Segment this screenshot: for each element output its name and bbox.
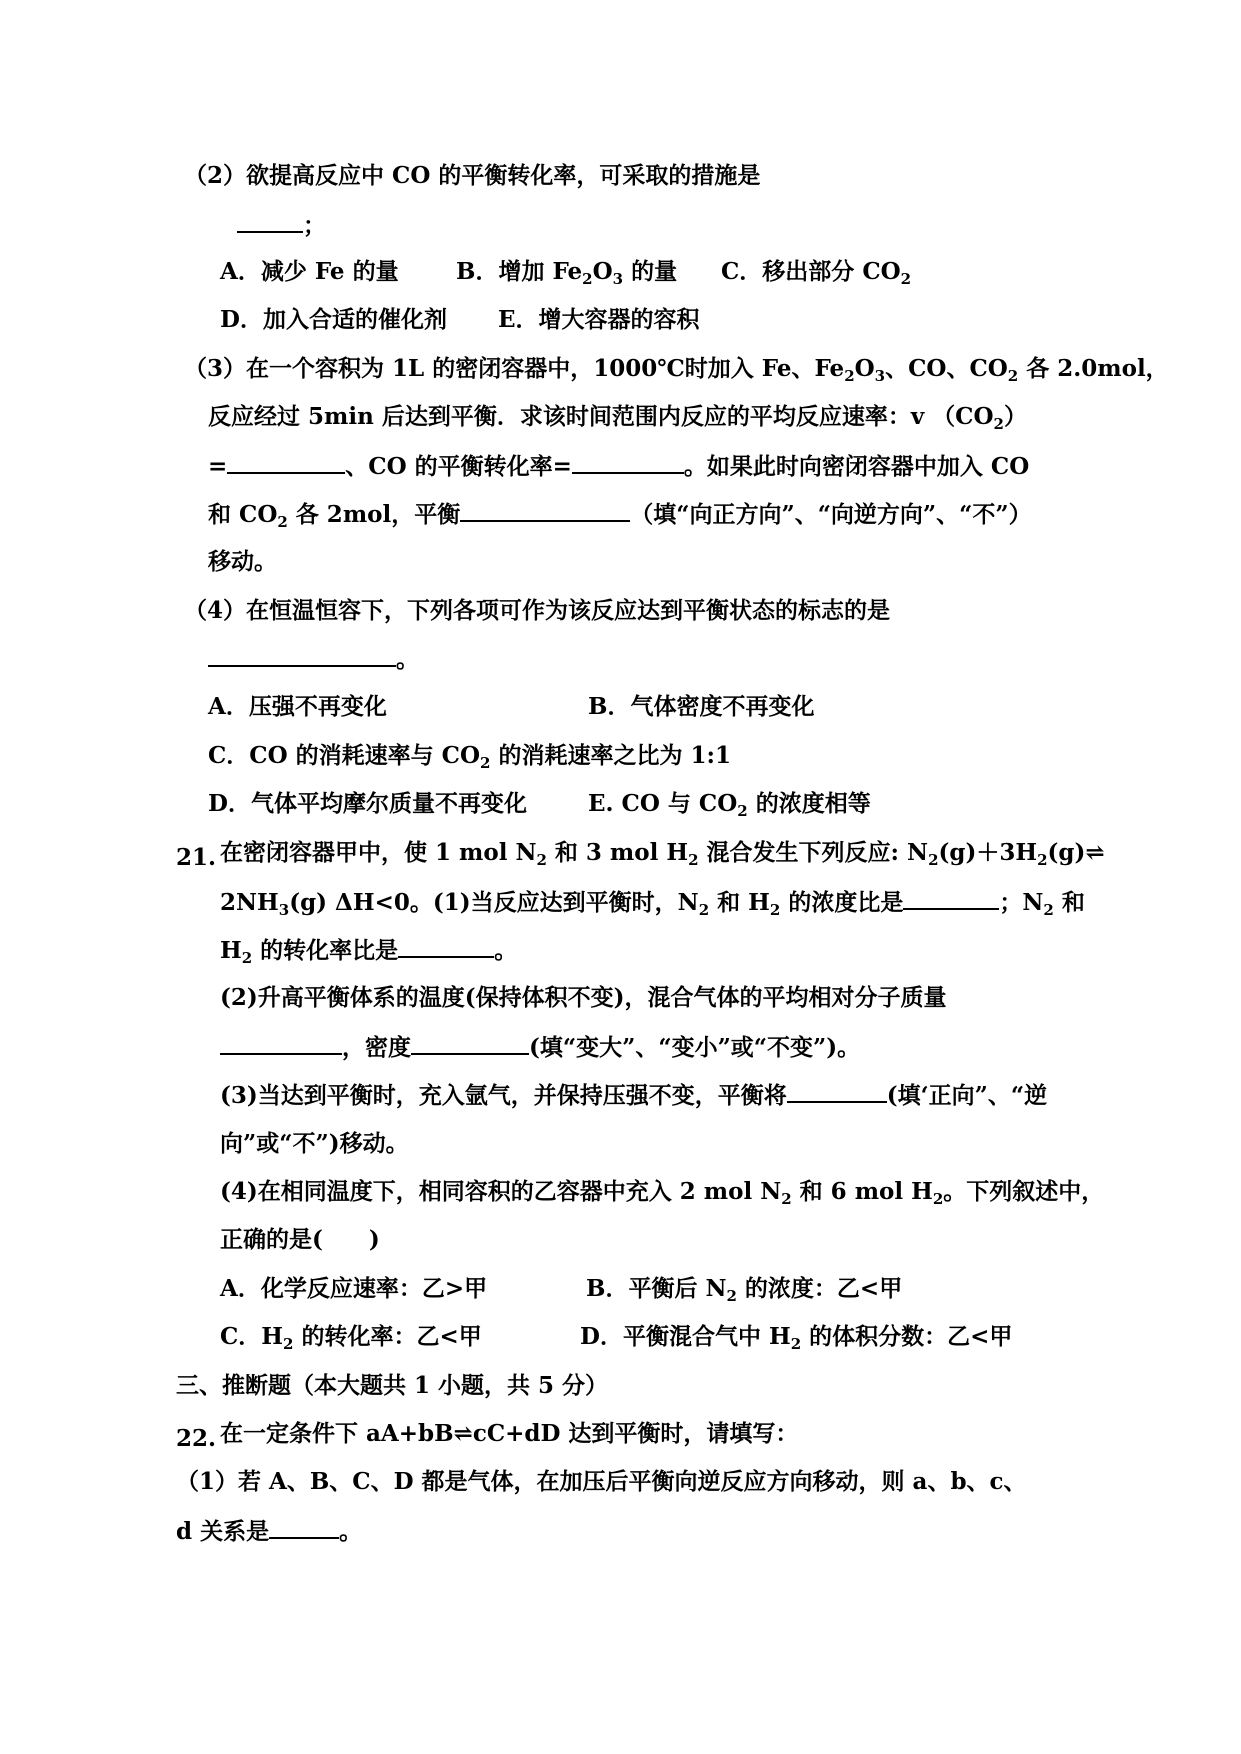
answer-blank[interactable] <box>237 209 303 233</box>
q22-part1-line1: （1）若 A、B、C、D 都是气体，在加压后平衡向逆反应方向移动，则 a、b、c、 <box>176 1468 1027 1495</box>
answer-blank[interactable] <box>269 1515 339 1539</box>
q22-number: 22. <box>176 1425 217 1452</box>
answer-blank[interactable] <box>398 934 494 958</box>
q21-line7: 向”或“不”)移动。 <box>220 1130 409 1157</box>
q20-part2-stem: （2）欲提高反应中 CO 的平衡转化率，可采取的措施是 <box>184 162 761 189</box>
q20-part4-stem: （4）在恒温恒容下，下列各项可作为该反应达到平衡状态的标志的是 <box>184 597 891 624</box>
q20-part4-option-c: C．CO 的消耗速率与 $CO_2$ 的消耗速率之比为 1:1 <box>208 742 731 772</box>
q20-part3-line5: 移动。 <box>208 548 277 575</box>
q21-line9: 正确的是( ) <box>220 1226 380 1253</box>
q21-line4: (2)升高平衡体系的温度(保持体积不变)，混合气体的平均相对分子质量 <box>220 984 947 1011</box>
answer-blank[interactable] <box>220 1031 342 1055</box>
q21-line2: $2NH_3(g)$ ΔH<0。(1)当反应达到平衡时，$N_2$ 和 $H_2$ 的浓度比是 ；$N_2$ 和 <box>220 886 1085 919</box>
q20-part4-option-b: B．气体密度不再变化 <box>588 693 815 720</box>
q20-part3-line2: 反应经过 5min 后达到平衡．求该时间范围内反应的平均反应速率：v $(CO_2)$ <box>208 403 1027 433</box>
q21-line8: (4)在相同温度下，相同容积的乙容器中充入 2 mol $N_2$ 和 6 mol $H_2$。下列叙述中， <box>220 1178 1105 1208</box>
q20-part2-option-e: E．增大容器的容积 <box>498 306 700 333</box>
q21-option-d: D．平衡混合气中 $H_2$ 的体积分数：乙<甲 <box>580 1323 1013 1353</box>
q20-part4-option-a: A．压强不再变化 <box>208 693 387 720</box>
section-3-heading: 三、推断题（本大题共 1 小题，共 5 分） <box>176 1372 609 1399</box>
q21-line3: $H_2$ 的转化率比是 。 <box>220 934 517 967</box>
q20-part2-answer-line: ； <box>237 209 326 242</box>
answer-blank[interactable] <box>227 450 345 474</box>
q20-part2-option-d: D．加入合适的催化剂 <box>220 306 447 333</box>
q20-part4-answer-line: 。 <box>208 643 419 676</box>
q20-part3-line3: = 、CO 的平衡转化率= 。如果此时向密闭容器中加入 CO <box>208 450 1029 483</box>
q21-option-c: C．$H_2$ 的转化率：乙<甲 <box>220 1323 482 1353</box>
q22-part1-line2: d 关系是 。 <box>176 1515 362 1548</box>
q20-part2-option-c: C．移出部分 $CO_2$ <box>721 258 912 288</box>
q21-line1: 在密闭容器甲中，使 1 mol $N_2$ 和 3 mol $H_2$ 混合发生下列反应: $N_2(g)+3H_2(g)\rightleftharpoons$ <box>220 839 1105 869</box>
q20-part3-line4: 和 $CO_2$ 各 2mol，平衡 （填“向正方向”、“向逆方向”、“不”） <box>208 498 1032 531</box>
q21-option-a: A．化学反应速率：乙>甲 <box>220 1275 488 1302</box>
q20-part2-option-b: B．增加 $Fe_2O_3$ 的量 <box>456 258 678 288</box>
q20-part2-option-a: A．减少 Fe 的量 <box>220 258 399 285</box>
q21-option-b: B．平衡后 $N_2$ 的浓度：乙<甲 <box>586 1275 903 1305</box>
q20-part3-line1: （3）在一个容积为 1L 的密闭容器中，1000℃时加入 Fe、$Fe_2O_3$、CO、$CO_2$ 各 2.0mol， <box>184 355 1169 385</box>
q21-line5: ，密度 (填“变大”、“变小”或“不变”)。 <box>220 1031 860 1064</box>
q21-number: 21. <box>176 844 217 871</box>
answer-blank[interactable] <box>572 450 684 474</box>
answer-blank[interactable] <box>787 1079 887 1103</box>
q21-line6: (3)当达到平衡时，充入氩气，并保持压强不变，平衡将 (填‘正向”、“逆 <box>220 1079 1047 1112</box>
answer-blank[interactable] <box>903 886 999 910</box>
answer-blank[interactable] <box>411 1031 529 1055</box>
answer-blank[interactable] <box>460 498 630 522</box>
q22-stem: 在一定条件下 aA+bB⇌cC+dD 达到平衡时，请填写： <box>220 1420 799 1447</box>
q20-part4-option-d: D．气体平均摩尔质量不再变化 <box>208 790 527 817</box>
answer-blank[interactable] <box>208 643 396 667</box>
q20-part4-option-e: E. CO 与 $CO_2$ 的浓度相等 <box>588 790 871 820</box>
